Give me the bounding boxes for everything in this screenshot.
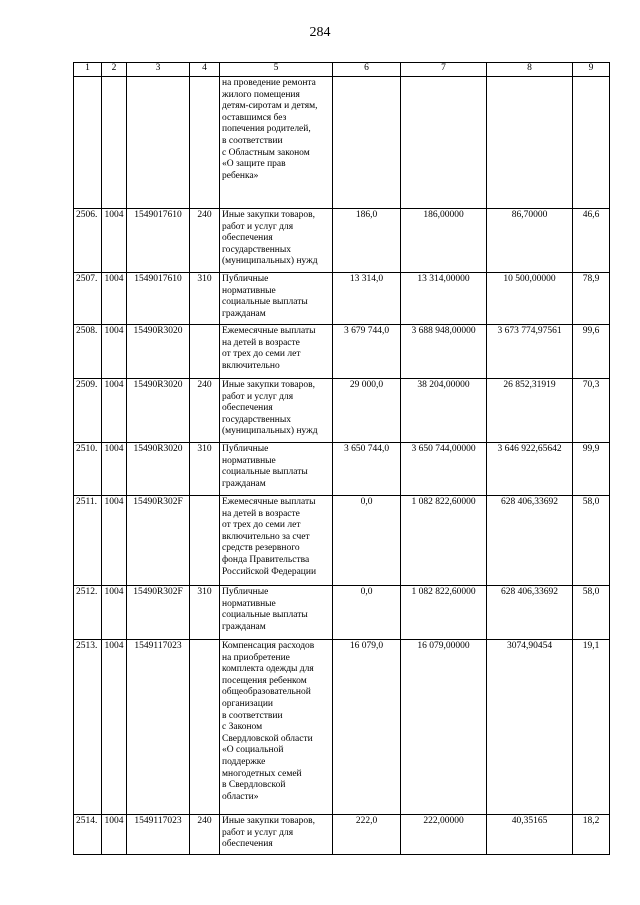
table-row <box>74 325 610 379</box>
section-code-cell: 1004 <box>102 496 127 586</box>
target-code-cell: 1549017610 <box>127 209 190 273</box>
target-code-cell: 15490R302F <box>127 586 190 640</box>
table-row <box>74 815 610 855</box>
description-cell: Публичные нормативные социальные выплаты гражданам <box>220 273 333 325</box>
expense-kind-cell <box>190 77 220 209</box>
table-row <box>74 443 610 496</box>
revised-amount-cell: 1 082 822,60000 <box>401 586 487 640</box>
expense-kind-cell: 310 <box>190 443 220 496</box>
percent-cell: 70,3 <box>573 379 610 443</box>
target-code-cell: 1549017610 <box>127 273 190 325</box>
plan-amount-cell: 186,0 <box>333 209 401 273</box>
target-code-cell: 1549117023 <box>127 815 190 855</box>
target-code-cell: 15490R3020 <box>127 325 190 379</box>
description-cell: Иные закупки товаров, работ и услуг для обеспечения государственных (муниципальных) нужд <box>220 209 333 273</box>
table-row <box>74 496 610 586</box>
actual-amount-cell: 628 406,33692 <box>487 496 573 586</box>
budget-table <box>73 62 610 855</box>
percent-cell: 46,6 <box>573 209 610 273</box>
column-number-row <box>74 63 610 77</box>
expense-kind-cell: 240 <box>190 379 220 443</box>
actual-amount-cell: 26 852,31919 <box>487 379 573 443</box>
description-cell: Иные закупки товаров, работ и услуг для обеспечения <box>220 815 333 855</box>
description-cell: Публичные нормативные социальные выплаты гражданам <box>220 443 333 496</box>
actual-amount-cell: 10 500,00000 <box>487 273 573 325</box>
plan-amount-cell: 222,0 <box>333 815 401 855</box>
section-code-cell: 1004 <box>102 443 127 496</box>
target-code-cell: 1549117023 <box>127 640 190 815</box>
revised-amount-cell: 1 082 822,60000 <box>401 496 487 586</box>
plan-amount-cell: 0,0 <box>333 586 401 640</box>
revised-amount-cell: 222,00000 <box>401 815 487 855</box>
expense-kind-cell <box>190 640 220 815</box>
table-row <box>74 209 610 273</box>
target-code-cell: 15490R3020 <box>127 379 190 443</box>
actual-amount-cell <box>487 77 573 209</box>
column-header: 4 <box>190 63 220 77</box>
percent-cell: 99,9 <box>573 443 610 496</box>
section-code-cell: 1004 <box>102 379 127 443</box>
percent-cell: 58,0 <box>573 586 610 640</box>
section-code-cell: 1004 <box>102 209 127 273</box>
row-number-cell: 2514. <box>74 815 102 855</box>
actual-amount-cell: 3074,90454 <box>487 640 573 815</box>
table-row <box>74 640 610 815</box>
plan-amount-cell: 0,0 <box>333 496 401 586</box>
description-cell: Компенсация расходов на приобретение комплекта одежды для посещения ребенком общеобразовательной организации в соответствии с Законом Свердловской области «О социальной поддержке многодетных семей в Свердловской области» <box>220 640 333 815</box>
expense-kind-cell: 310 <box>190 273 220 325</box>
revised-amount-cell: 186,00000 <box>401 209 487 273</box>
actual-amount-cell: 86,70000 <box>487 209 573 273</box>
row-number-cell <box>74 77 102 209</box>
column-header: 2 <box>102 63 127 77</box>
description-cell: Ежемесячные выплаты на детей в возрасте от трех до семи лет включительно за счет средств резервного фонда Правительства Российской Федерации <box>220 496 333 586</box>
column-header: 1 <box>74 63 102 77</box>
actual-amount-cell: 628 406,33692 <box>487 586 573 640</box>
plan-amount-cell: 29 000,0 <box>333 379 401 443</box>
section-code-cell: 1004 <box>102 815 127 855</box>
table-row <box>74 273 610 325</box>
plan-amount-cell <box>333 77 401 209</box>
row-number-cell: 2511. <box>74 496 102 586</box>
expense-kind-cell: 240 <box>190 209 220 273</box>
table-row <box>74 77 610 209</box>
expense-kind-cell: 310 <box>190 586 220 640</box>
percent-cell: 78,9 <box>573 273 610 325</box>
revised-amount-cell: 3 688 948,00000 <box>401 325 487 379</box>
expense-kind-cell <box>190 325 220 379</box>
row-number-cell: 2506. <box>74 209 102 273</box>
expense-kind-cell: 240 <box>190 815 220 855</box>
section-code-cell: 1004 <box>102 640 127 815</box>
percent-cell: 99,6 <box>573 325 610 379</box>
plan-amount-cell: 16 079,0 <box>333 640 401 815</box>
section-code-cell <box>102 77 127 209</box>
section-code-cell: 1004 <box>102 586 127 640</box>
section-code-cell: 1004 <box>102 273 127 325</box>
table-row <box>74 586 610 640</box>
description-cell: Ежемесячные выплаты на детей в возрасте от трех до семи лет включительно <box>220 325 333 379</box>
section-code-cell: 1004 <box>102 325 127 379</box>
column-header: 7 <box>401 63 487 77</box>
percent-cell: 19,1 <box>573 640 610 815</box>
revised-amount-cell: 16 079,00000 <box>401 640 487 815</box>
column-header: 6 <box>333 63 401 77</box>
row-number-cell: 2510. <box>74 443 102 496</box>
table-row <box>74 379 610 443</box>
actual-amount-cell: 40,35165 <box>487 815 573 855</box>
percent-cell: 18,2 <box>573 815 610 855</box>
column-header: 3 <box>127 63 190 77</box>
percent-cell: 58,0 <box>573 496 610 586</box>
plan-amount-cell: 13 314,0 <box>333 273 401 325</box>
row-number-cell: 2513. <box>74 640 102 815</box>
percent-cell <box>573 77 610 209</box>
actual-amount-cell: 3 646 922,65642 <box>487 443 573 496</box>
revised-amount-cell: 38 204,00000 <box>401 379 487 443</box>
actual-amount-cell: 3 673 774,97561 <box>487 325 573 379</box>
description-cell: Публичные нормативные социальные выплаты гражданам <box>220 586 333 640</box>
target-code-cell: 15490R3020 <box>127 443 190 496</box>
description-cell: Иные закупки товаров, работ и услуг для обеспечения государственных (муниципальных) нужд <box>220 379 333 443</box>
row-number-cell: 2509. <box>74 379 102 443</box>
plan-amount-cell: 3 679 744,0 <box>333 325 401 379</box>
target-code-cell <box>127 77 190 209</box>
plan-amount-cell: 3 650 744,0 <box>333 443 401 496</box>
column-header: 5 <box>220 63 333 77</box>
target-code-cell: 15490R302F <box>127 496 190 586</box>
column-header: 9 <box>573 63 610 77</box>
row-number-cell: 2508. <box>74 325 102 379</box>
revised-amount-cell: 13 314,00000 <box>401 273 487 325</box>
description-cell: на проведение ремонта жилого помещения детям-сиротам и детям, оставшимся без попечения родителей, в соответствии с Областным законом «О защите прав ребенка» <box>220 77 333 209</box>
page-number: 284 <box>309 25 331 40</box>
expense-kind-cell <box>190 496 220 586</box>
revised-amount-cell <box>401 77 487 209</box>
revised-amount-cell: 3 650 744,00000 <box>401 443 487 496</box>
row-number-cell: 2512. <box>74 586 102 640</box>
row-number-cell: 2507. <box>74 273 102 325</box>
column-header: 8 <box>487 63 573 77</box>
